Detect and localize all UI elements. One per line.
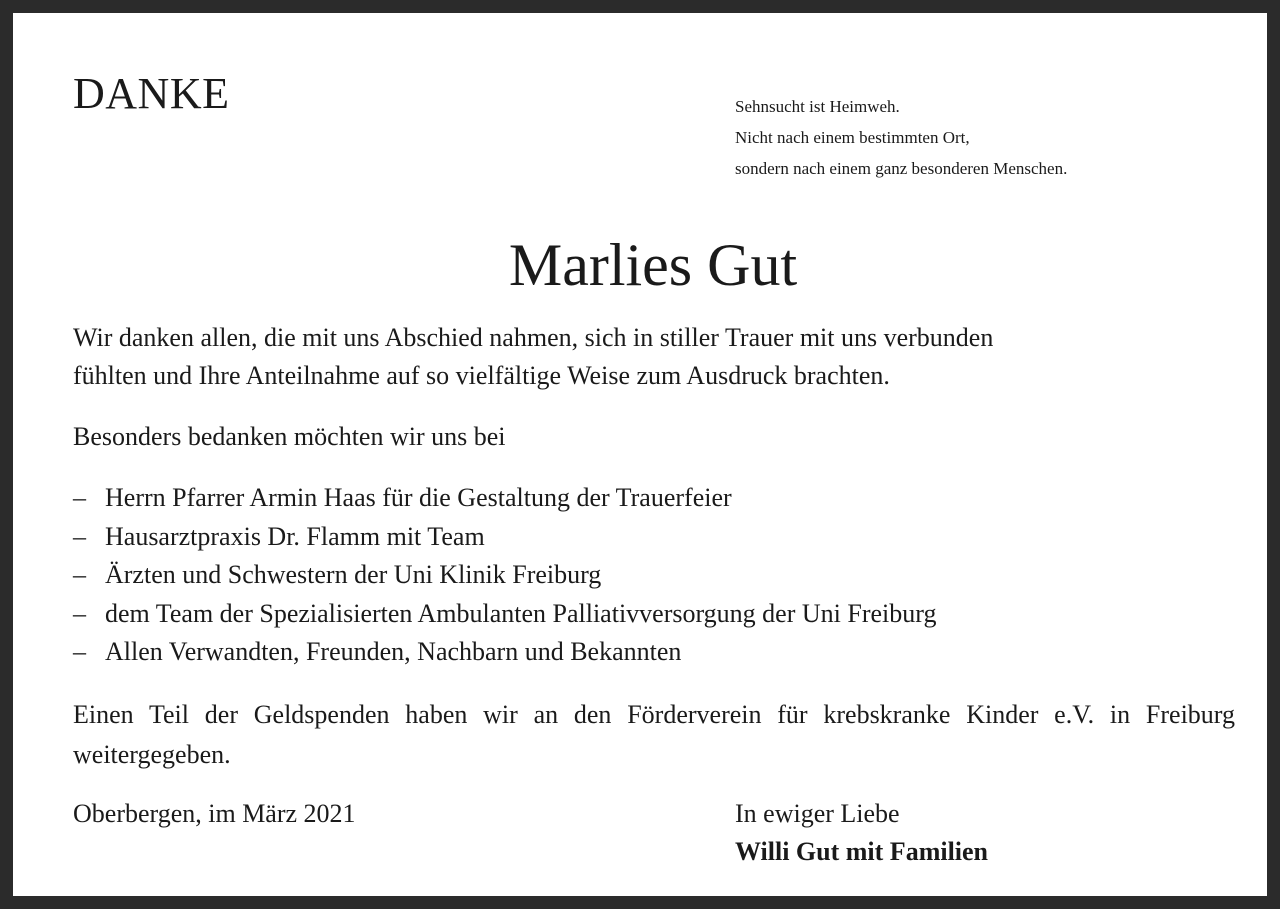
- signature: Willi Gut mit Familien: [735, 837, 989, 866]
- list-item: [73, 595, 936, 634]
- list-dash: –: [73, 598, 86, 628]
- intro-line: fühlten und Ihre Anteilnahme auf so vielfältige Weise zum Ausdruck brachten.: [73, 361, 890, 390]
- quote-line: sondern nach einem ganz besonderen Menschen.: [735, 159, 1068, 178]
- list-item-text: Allen Verwandten, Freunden, Nachbarn und Bekannten: [105, 637, 682, 666]
- list-dash: –: [73, 521, 86, 551]
- quote-line: Sehnsucht ist Heimweh.: [735, 97, 900, 116]
- list-item-text: Ärzten und Schwestern der Uni Klinik Freiburg: [105, 560, 602, 589]
- place-date: Oberbergen, im März 2021: [73, 799, 356, 828]
- intro-paragraph: [73, 319, 1243, 395]
- list-item-text: dem Team der Spezialisierten Ambulanten Palliativversorgung der Uni Freiburg: [105, 598, 937, 628]
- closing-phrase: In ewiger Liebe: [735, 799, 900, 828]
- list-item: [73, 479, 936, 518]
- quote: [735, 91, 1067, 184]
- closing-block: [735, 795, 988, 871]
- intro-line: Wir danken allen, die mit uns Abschied nahmen, sich in stiller Trauer mit uns verbunden: [73, 323, 994, 352]
- list-item: [73, 518, 936, 557]
- thanks-list: [73, 479, 936, 672]
- list-item: [73, 556, 936, 595]
- list-item-text: Hausarztpraxis Dr. Flamm mit Team: [105, 521, 485, 551]
- thanks-lead: Besonders bedanken möchten wir uns bei: [73, 422, 506, 451]
- heading: DANKE: [73, 69, 230, 118]
- list-item-text: Herrn Pfarrer Armin Haas für die Gestaltung der Trauerfeier: [105, 483, 732, 512]
- donation-paragraph: Einen Teil der Geldspenden haben wir an den Förderverein für krebskranke Kinder e.V. in Freiburg weitergegeben.: [73, 700, 1235, 769]
- list-dash: –: [73, 483, 86, 512]
- deceased-name: Marlies Gut: [508, 232, 798, 298]
- list-item: [73, 633, 936, 672]
- list-dash: –: [73, 637, 86, 666]
- list-dash: –: [73, 560, 86, 589]
- quote-line: Nicht nach einem bestimmten Ort,: [735, 128, 970, 147]
